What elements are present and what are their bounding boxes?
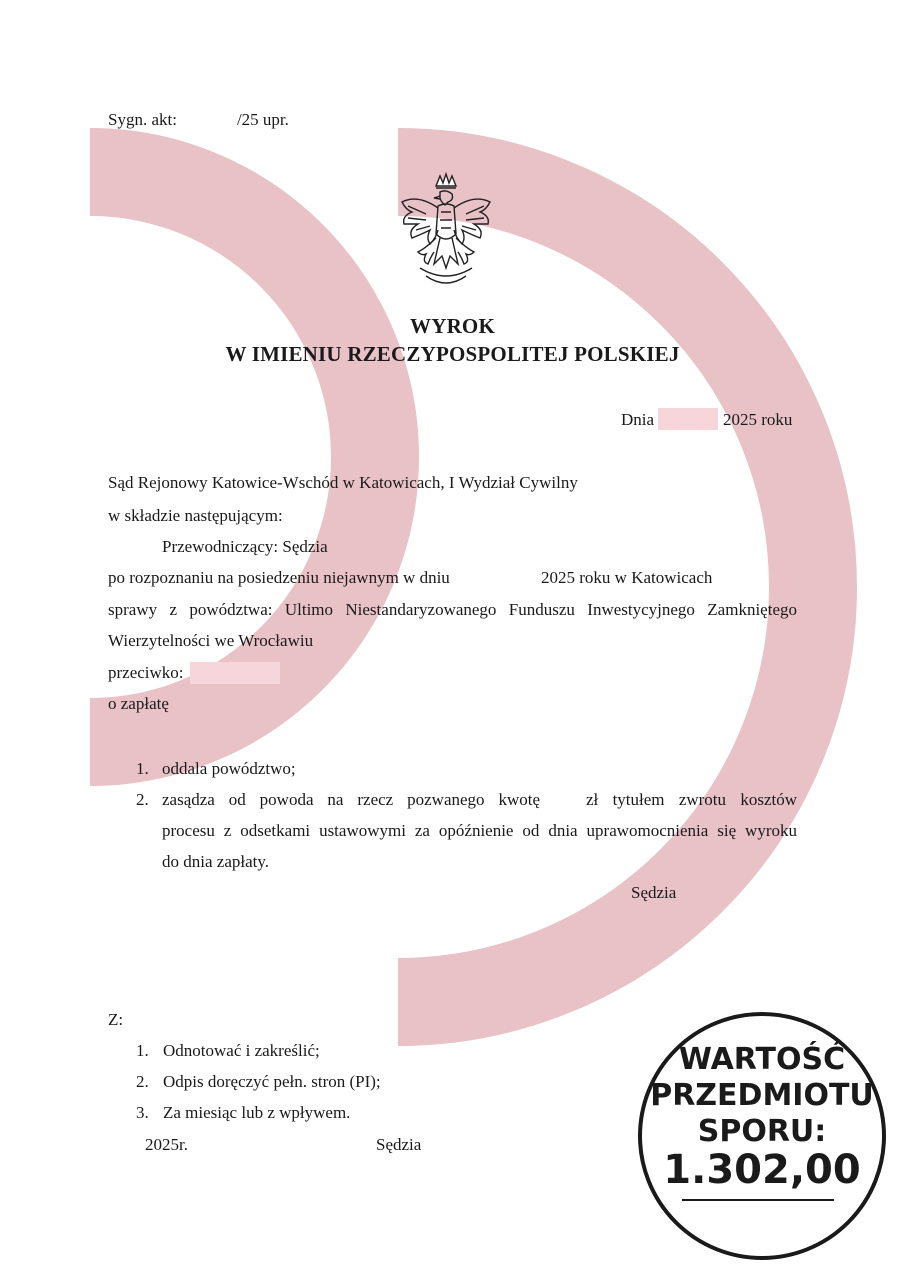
redaction-date [658, 408, 718, 430]
left-ring-arc [90, 172, 375, 742]
case-line-1: sprawy z powództwa: Ultimo Niestandaryzowanego Funduszu Inwestycyjnego Zamkniętego [108, 600, 797, 619]
case-line-2: Wierzytelności we Wrocławiu [108, 631, 314, 650]
order-2-text: Odpis doręczyć pełn. stron (PI); [163, 1072, 381, 1091]
verdict-subtitle: W IMIENIU RZECZYPOSPOLITEJ POLSKIEJ [225, 342, 680, 366]
case-suffix: /25 upr. [236, 110, 289, 129]
verdict-title: WYROK [410, 314, 495, 338]
polish-eagle-icon [396, 172, 496, 297]
hearing-prefix: po rozpoznaniu na posiedzeniu niejawnym w dniu [108, 568, 450, 587]
stamp-line-1: WARTOŚĆ [678, 1042, 846, 1077]
date-suffix: 2025 roku [723, 410, 793, 429]
orders-date: 2025r. [145, 1135, 188, 1154]
order-3-text: Za miesiąc lub z wpływem. [163, 1103, 351, 1122]
order-2-number: 2. [136, 1072, 149, 1091]
hearing-suffix: 2025 roku w Katowicach [541, 568, 713, 587]
composition-line: w składzie następującym: [108, 506, 283, 525]
ruling-judge-label: Sędzia [631, 883, 677, 902]
order-1-number: 1. [136, 1041, 149, 1060]
order-3-number: 3. [136, 1103, 149, 1122]
presiding-judge: Przewodniczący: Sędzia [162, 537, 328, 556]
against-label: przeciwko: [108, 663, 184, 682]
court-name: Sąd Rejonowy Katowice-Wschód w Katowicach, I Wydział Cywilny [108, 473, 578, 492]
case-label: Sygn. akt: [108, 110, 177, 129]
ruling-2-number: 2. [136, 790, 149, 809]
stamp-amount: 1.302,00 [663, 1147, 861, 1193]
case-signature [108, 110, 289, 130]
stamp-line-2: PRZEDMIOTU [650, 1078, 874, 1113]
ruling-1-number: 1. [136, 759, 149, 778]
ruling-2-line2: procesu z odsetkami ustawowymi za opóźnienie od dnia uprawomocnienia się wyroku [162, 821, 797, 840]
orders-judge: Sędzia [376, 1135, 422, 1154]
ruling-2-line1-b: zł tytułem zwrotu kosztów [586, 790, 797, 809]
stamp-line-3: SPORU: [697, 1114, 827, 1149]
ruling-1-text: oddala powództwo; [162, 759, 296, 778]
subject-line: o zapłatę [108, 694, 169, 713]
date-prefix: Dnia [621, 410, 655, 429]
ruling-2-line3: do dnia zapłaty. [162, 852, 269, 871]
order-1-text: Odnotować i zakreślić; [163, 1041, 320, 1060]
redaction-defendant [190, 662, 280, 684]
ruling-2-line1-a: zasądza od powoda na rzecz pozwanego kwotę [162, 790, 540, 809]
orders-label: Z: [108, 1010, 124, 1029]
